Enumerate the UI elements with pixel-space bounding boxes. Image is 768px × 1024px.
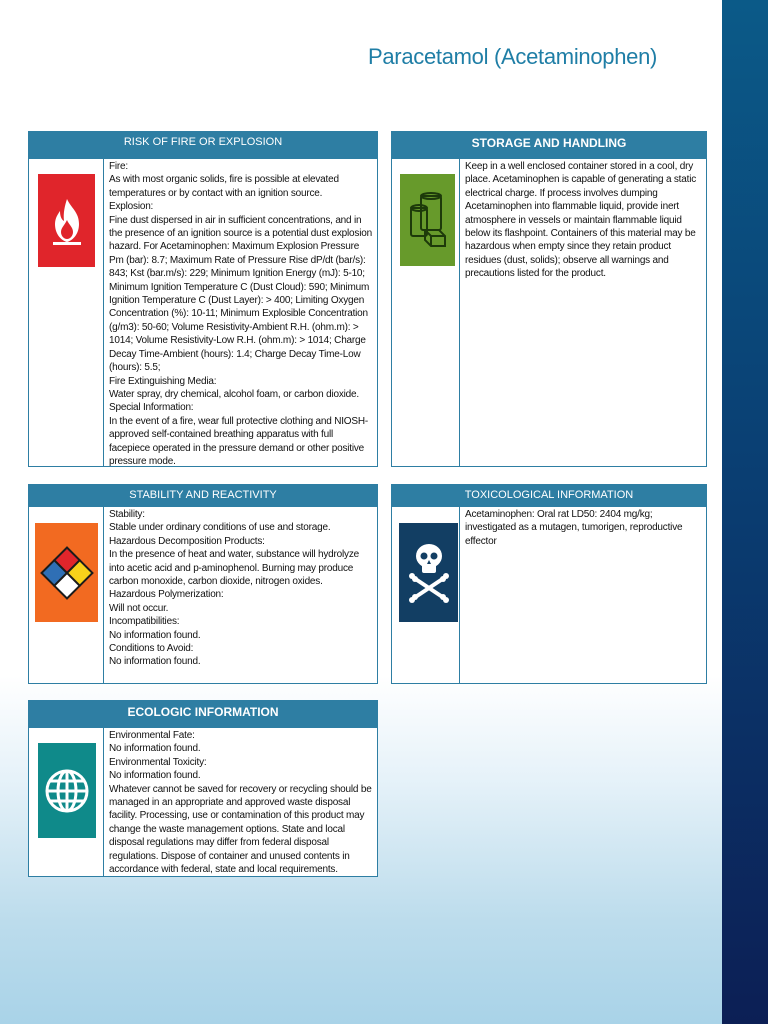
text-line: Explosion:	[109, 201, 154, 213]
stability-panel-heading: STABILITY AND REACTIVITY	[29, 485, 377, 507]
text-line: No information found.	[109, 743, 201, 755]
text-line: Fire:	[109, 161, 129, 172]
storage-panel	[391, 131, 707, 467]
text-line: Environmental Toxicity:	[109, 756, 207, 768]
containers-icon	[400, 174, 455, 266]
skull-crossbones-icon	[399, 523, 458, 622]
text-line: As with most organic solids, fire is possible at elevated temperatures or by contact with an ignition source.	[109, 174, 339, 199]
text-line: Whatever cannot be saved for recovery or recycling should be managed in an appropriate and approved waste disposal facility. Processing, use or contamination of this product may change the waste management options. State and local disposal regulations may differ from federal disposal regulations. Dispose of container and unused contents in accordance with federal, state and local requirements.	[109, 783, 372, 876]
fire-panel	[28, 131, 378, 467]
side-accent-bar	[722, 0, 768, 1024]
text-line: Hazardous Decomposition Products:	[109, 535, 265, 547]
text-line: Acetaminophen: Oral rat LD50: 2404 mg/kg; investigated as a mutagen, tumorigen, reproductive effector	[465, 509, 683, 547]
nfpa-diamond-icon	[35, 523, 98, 622]
storage-panel-text	[465, 160, 703, 281]
text-line: Conditions to Avoid:	[109, 643, 194, 655]
stability-panel-text	[109, 508, 373, 669]
fire-icon	[38, 174, 95, 267]
text-line: Incompatibilities:	[109, 616, 180, 628]
storage-panel-heading: STORAGE AND HANDLING	[392, 132, 706, 159]
text-line: Special Information:	[109, 402, 194, 414]
page-title: Paracetamol (Acetaminophen)	[368, 44, 658, 69]
fire-panel-heading: RISK OF FIRE OR EXPLOSION	[29, 132, 377, 159]
text-line: No information found.	[109, 629, 201, 641]
globe-icon	[38, 743, 96, 838]
text-line: Environmental Fate:	[109, 730, 195, 741]
text-line: Hazardous Polymerization:	[109, 589, 224, 601]
text-line: No information found.	[109, 656, 201, 668]
text-line: Fine dust dispersed in air in sufficient concentrations, and in the presence of an ignition source is a potential dust explosion hazard. For Acetaminophen: Maximum Explosion Pressure Pm (bar): 8.7; Maximum Rate of Pressure Rise dP/dt (bar/s): 843; Kst (bar.m/s): 229; Minimum Ignition Energy (mJ): 5-10; Minimum Ignition Temperature C (Dust Cloud): 590; Minimum Ignition Temperature C (Dust Layer): > 400; Limiting Oxygen Concentration (%): 10-11; Minimum Explosible Concentration (g/m3): 50-60; Volume Resistivity-Ambient R.H. (ohm.m): > 1014; Volume Resistivity-Low R.H. (ohm.m): > 1014; Charge Decay Time-Ambient (hours): 1.4; Charge Decay Time-Low (hours): 5.5;	[109, 214, 372, 374]
toxic-panel-text	[465, 508, 703, 548]
text-line: In the presence of heat and water, substance will hydrolyze into acetic acid and p-aminophenol. Burning may produce carbon monoxide, carbon dioxide, nitrogen oxides.	[109, 549, 360, 588]
text-line: Stable under ordinary conditions of use and storage.	[109, 522, 331, 534]
text-line: Keep in a well enclosed container stored in a cool, dry place. Acetaminophen is capable of generating a static electrical charge. If process involves dumping Acetaminophen into flammable liquid, provide inert atmosphere in vessels or maintain flammable liquid below its flashpoint. Containers of this material may be hazardous when empty since they retain product residues (dust, solids); observe all warnings and precautions listed for the product.	[465, 161, 697, 280]
toxic-panel-heading: TOXICOLOGICAL INFORMATION	[392, 485, 706, 507]
ecologic-panel-text	[109, 729, 373, 876]
text-line: Stability:	[109, 509, 145, 520]
fire-panel-text	[109, 160, 373, 468]
text-line: In the event of a fire, wear full protective clothing and NIOSH-approved self-contained breathing apparatus with full facepiece operated in the pressure demand or other positive pressure mode.	[109, 415, 369, 467]
toxic-panel	[391, 484, 707, 684]
text-line: Water spray, dry chemical, alcohol foam, or carbon dioxide.	[109, 388, 359, 400]
text-line: No information found.	[109, 770, 201, 782]
stability-panel	[28, 484, 378, 684]
text-line: Fire Extinguishing Media:	[109, 375, 217, 387]
ecologic-panel-heading: ECOLOGIC INFORMATION	[29, 701, 377, 728]
text-line: Will not occur.	[109, 602, 169, 614]
ecologic-panel	[28, 700, 378, 877]
